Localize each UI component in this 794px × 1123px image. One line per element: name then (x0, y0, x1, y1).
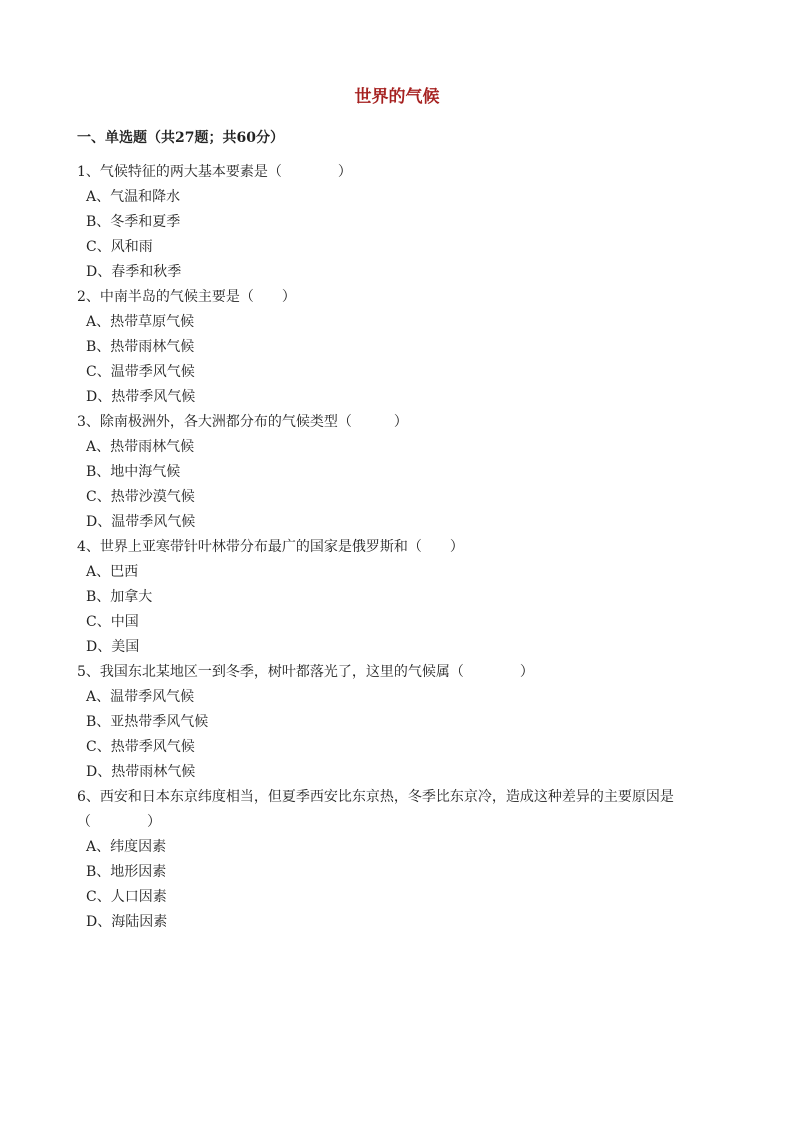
option-b: B、冬季和夏季 (86, 214, 181, 230)
question-stem: 3、除南极洲外，各大洲都分布的气候类型（ ） (77, 414, 408, 430)
option-d: D、热带雨林气候 (86, 764, 196, 780)
option-d: D、温带季风气候 (86, 514, 196, 530)
option-a: A、气温和降水 (86, 189, 181, 205)
option-c: C、人口因素 (86, 889, 167, 905)
option-c: C、风和雨 (86, 239, 153, 255)
option-b: B、热带雨林气候 (86, 339, 195, 355)
question-list (77, 160, 717, 935)
question-5 (77, 660, 717, 785)
question-stem: 5、我国东北某地区一到冬季，树叶都落光了，这里的气候属（ ） (77, 664, 534, 680)
question-3 (77, 410, 717, 535)
question-stem: 4、世界上亚寒带针叶林带分布最广的国家是俄罗斯和（ ） (77, 539, 464, 555)
option-d: D、热带季风气候 (86, 389, 196, 405)
option-a: A、纬度因素 (86, 839, 167, 855)
question-stem-line-2: （ ） (77, 814, 161, 830)
option-b: B、地形因素 (86, 864, 167, 880)
option-b: B、亚热带季风气候 (86, 714, 209, 730)
question-stem-line-1: 6、西安和日本东京纬度相当，但夏季西安比东京热，冬季比东京冷，造成这种差异的主要原因是 (77, 789, 674, 805)
option-c: C、热带沙漠气候 (86, 489, 195, 505)
question-6 (77, 785, 717, 935)
page-title: 世界的气候 (354, 87, 440, 107)
option-d: D、春季和秋季 (86, 264, 182, 280)
option-d: D、美国 (86, 639, 140, 655)
option-b: B、地中海气候 (86, 464, 181, 480)
question-stem: 2、中南半岛的气候主要是（ ） (77, 289, 296, 305)
section-heading: 一、单选题（共27题；共60分） (77, 130, 284, 146)
option-b: B、加拿大 (86, 589, 153, 605)
question-stem (77, 785, 717, 835)
option-a: A、温带季风气候 (86, 689, 195, 705)
option-c: C、热带季风气候 (86, 739, 195, 755)
option-a: A、巴西 (86, 564, 139, 580)
option-d: D、海陆因素 (86, 914, 168, 930)
question-1 (77, 160, 717, 285)
question-2 (77, 285, 717, 410)
option-a: A、热带草原气候 (86, 314, 195, 330)
question-stem: 1、气候特征的两大基本要素是（ ） (77, 164, 352, 180)
option-c: C、中国 (86, 614, 139, 630)
question-4 (77, 535, 717, 660)
option-c: C、温带季风气候 (86, 364, 195, 380)
option-a: A、热带雨林气候 (86, 439, 195, 455)
